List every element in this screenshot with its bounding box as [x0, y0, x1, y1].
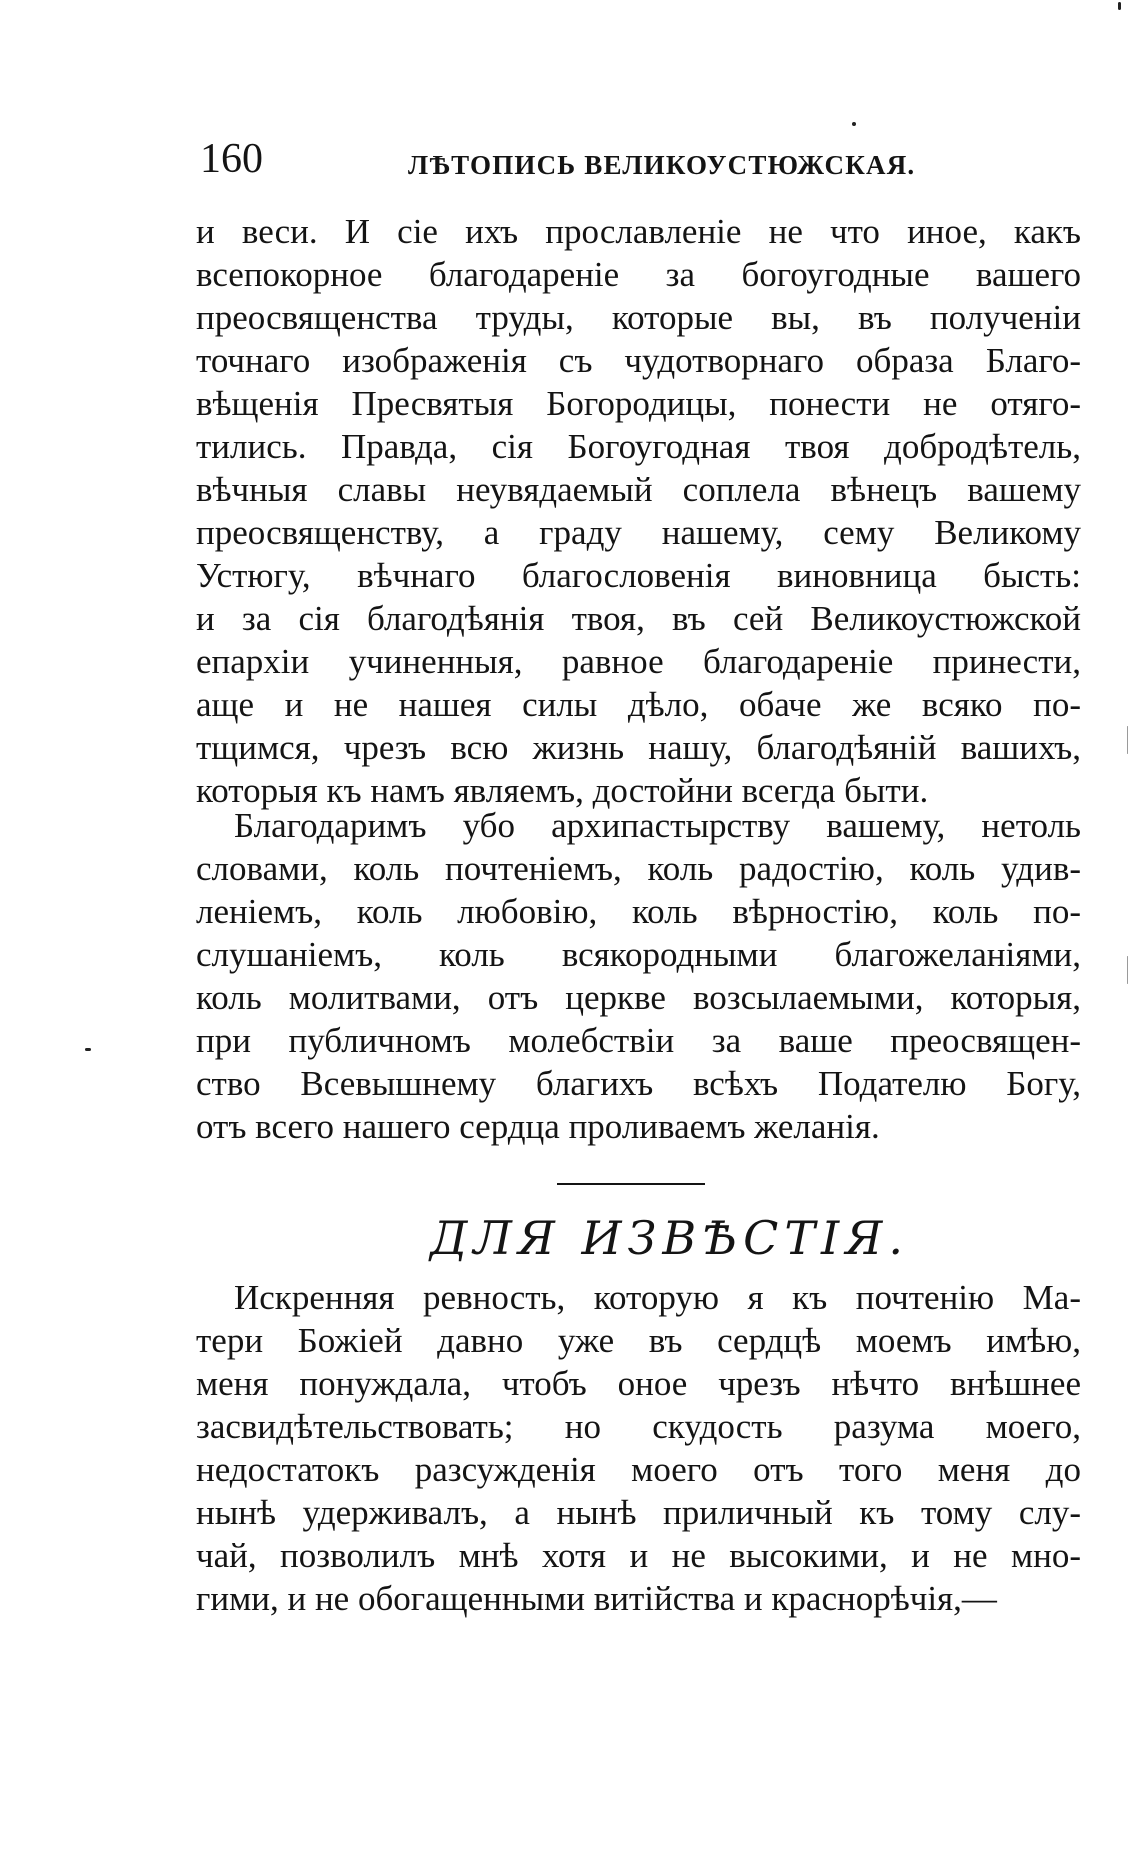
text-line: вѣщенія Пресвятыя Богородицы, понести не отяго- [196, 384, 1081, 423]
text-line: преосвященства труды, которые вы, въ полученіи [196, 298, 1081, 337]
text-line: Благодаримъ убо архипастырству вашему, нетоль [234, 806, 1081, 845]
text-line: тери Божіей давно уже въ сердцѣ моемъ имѣю, [196, 1321, 1081, 1360]
page-number: 160 [200, 136, 263, 182]
text-line: которыя къ намъ являемъ, достойни всегда быти. [196, 771, 929, 810]
scan-speck [852, 122, 856, 126]
running-title: ЛѢТОПИСЬ ВЕЛИКОУСТЮЖСКАЯ. [408, 150, 916, 180]
text-line: слушаніемъ, коль всякородными благожеланіями, [196, 935, 1081, 974]
text-line: нынѣ удерживалъ, а нынѣ приличный къ тому слу- [196, 1493, 1081, 1532]
text-line: леніемъ, коль любовію, коль вѣрностію, коль по- [196, 892, 1081, 931]
text-line: епархіи учиненныя, равное благодареніе принести, [196, 642, 1081, 681]
text-line: тщимся, чрезъ всю жизнь нашу, благодѣяній вашихъ, [196, 728, 1081, 767]
text-line: засвидѣтельствовать; но скудость разума моего, [196, 1407, 1081, 1446]
text-line: и веси. И сіе ихъ прославленіе не что иное, какъ [196, 212, 1081, 251]
scan-speck [1127, 726, 1128, 754]
scan-speck [1127, 956, 1128, 984]
text-line: вѣчныя славы неувядаемый соплела вѣнецъ вашему [196, 470, 1081, 509]
paragraph-2 [196, 804, 1081, 1148]
text-line: отъ всего нашего сердца проливаемъ желанія. [196, 1107, 880, 1146]
section-heading: ДЛЯ ИЗВѢСТІЯ. [430, 1211, 909, 1265]
text-line: Устюгу, вѣчнаго благословенія виновница бысть: [196, 556, 1081, 595]
text-line: коль молитвами, отъ церкве возсылаемыми, которыя, [196, 978, 1081, 1017]
scan-speck [85, 1048, 91, 1051]
text-line: гими, и не обогащенными витійства и краснорѣчія,— [196, 1579, 997, 1618]
text-line: и за сія благодѣянія твоя, въ сей Великоустюжской [196, 599, 1081, 638]
text-line: Искренняя ревность, которую я къ почтенію Ма- [234, 1278, 1081, 1317]
text-line: преосвященству, а граду нашему, сему Великому [196, 513, 1081, 552]
text-line: аще и не нашея силы дѣло, обаче же всяко по- [196, 685, 1081, 724]
text-line: при публичномъ молебствіи за ваше преосвящен- [196, 1021, 1081, 1060]
text-line: недостатокъ разсужденія моего отъ того меня до [196, 1450, 1081, 1489]
text-line: ство Всевышнему благихъ всѣхъ Подателю Богу, [196, 1064, 1081, 1103]
paragraph-3 [196, 1276, 1081, 1620]
text-line: чай, позволилъ мнѣ хотя и не высокими, и не мно- [196, 1536, 1081, 1575]
text-line: точнаго изображенія съ чудотворнаго образа Благо- [196, 341, 1081, 380]
text-line: всепокорное благодареніе за богоугодные вашего [196, 255, 1081, 294]
text-line: словами, коль почтеніемъ, коль радостію, коль удив- [196, 849, 1081, 888]
text-line: тились. Правда, сія Богоугодная твоя добродѣтель, [196, 427, 1081, 466]
section-divider [557, 1183, 705, 1185]
paragraph-1 [196, 210, 1081, 812]
scan-speck [1118, 2, 1121, 10]
text-line: меня понуждала, чтобъ оное чрезъ нѣчто внѣшнее [196, 1364, 1081, 1403]
